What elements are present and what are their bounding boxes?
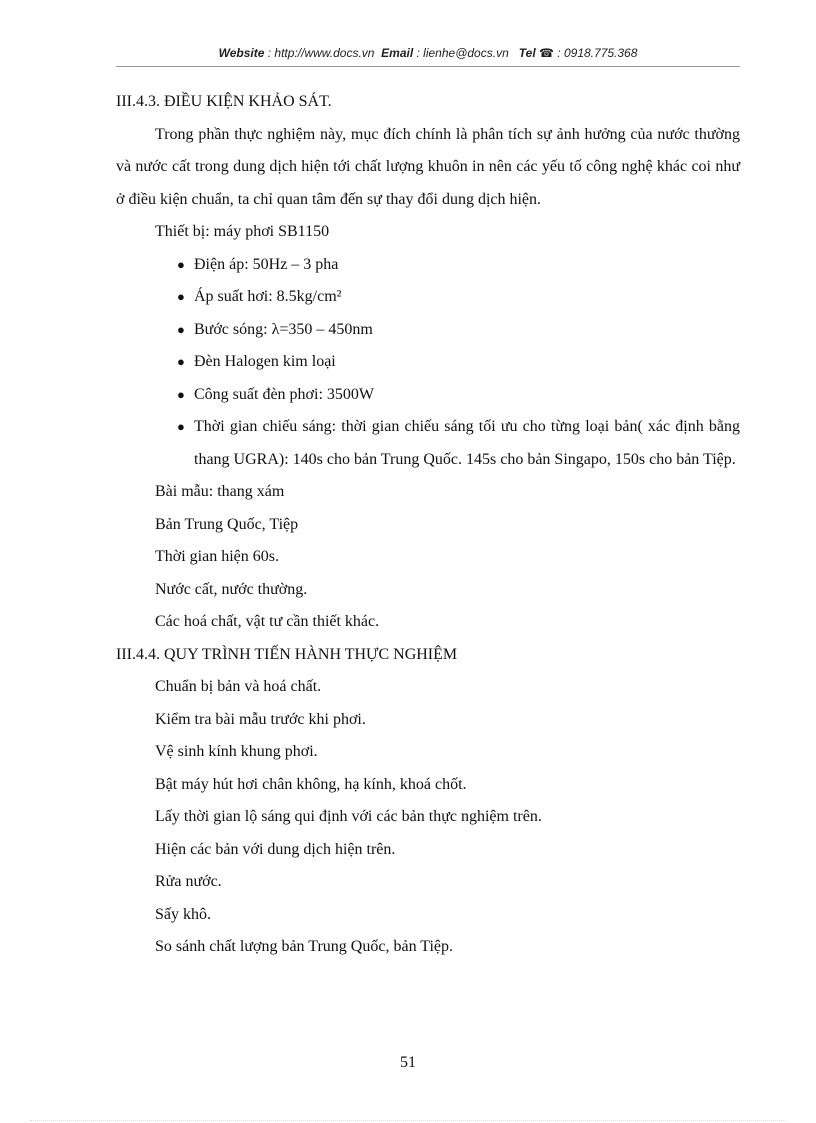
procedure-step: Lấy thời gian lộ sáng qui định với các bản thực nghiệm trên. xyxy=(155,808,542,825)
text-line: Bản Trung Quốc, Tiệp xyxy=(155,515,299,533)
procedure-step: So sánh chất lượng bản Trung Quốc, bản Tiệp. xyxy=(155,938,454,955)
procedure-step: Sấy khô. xyxy=(155,905,211,923)
list-item-text: Áp suất hơi: 8.5kg/cm² xyxy=(194,288,342,305)
list-item-text: Công suất đèn phơi: 3500W xyxy=(194,385,374,403)
text-line: Bài mẫu: thang xám xyxy=(155,483,285,500)
tel-label: Tel xyxy=(518,46,536,60)
page-header xyxy=(116,46,740,60)
email-separator: : xyxy=(413,46,424,60)
list-item xyxy=(166,379,740,412)
text-line: Nước cất, nước thường. xyxy=(155,580,308,598)
bullet-icon: ● xyxy=(177,256,185,272)
procedure-step: Kiểm tra bài mẫu trước khi phơi. xyxy=(155,710,366,728)
document-body xyxy=(116,86,740,964)
footer-divider xyxy=(30,1120,786,1121)
list-item xyxy=(166,411,740,476)
procedure-step: Bật máy hút hơi chân không, hạ kính, khoá chốt. xyxy=(155,775,467,793)
list-item xyxy=(166,346,740,379)
list-item-text: Đèn Halogen kim loại xyxy=(194,353,336,370)
list-item-text: Bước sóng: λ=350 – 450nm xyxy=(194,320,373,338)
procedure-step: Vệ sinh kính khung phơi. xyxy=(155,743,318,760)
list-item xyxy=(166,249,740,282)
email-label: Email xyxy=(381,46,414,60)
text-line: Các hoá chất, vật tư cần thiết khác. xyxy=(155,613,380,630)
bullet-icon: ● xyxy=(177,386,185,402)
bullet-icon: ● xyxy=(177,354,185,369)
website-separator: : xyxy=(264,46,275,60)
header-divider xyxy=(116,66,740,67)
procedure-step: Chuẩn bị bản và hoá chất. xyxy=(155,678,322,695)
bullet-icon: ● xyxy=(177,321,185,337)
section-heading-procedure: III.4.4. QUY TRÌNH TIẾN HÀNH THỰC NGHIỆM xyxy=(116,645,458,663)
email-value: lienhe@docs.vn xyxy=(423,46,509,60)
list-item-text: Thời gian chiếu sáng: thời gian chiếu sáng tối ưu cho từng loại bản( xác định bằng thang UGRA): 140s cho bản Trung Quốc. 145s cho bản Singapo, 150s cho bản Tiệp. xyxy=(194,418,740,468)
intro-paragraph: Trong phần thực nghiệm này, mục đích chính là phân tích sự ảnh hưởng của nước thường và nước cất trong dung dịch hiện tới chất lượng khuôn in nên các yếu tố công nghệ khác coi như ở điều kiện chuẩn, ta chỉ quan tâm đến sự thay đổi dung dịch hiện. xyxy=(116,125,740,208)
list-item xyxy=(166,314,740,347)
procedure-step: Hiện các bản với dung dịch hiện trên. xyxy=(155,840,396,858)
phone-icon: ☎ xyxy=(539,46,554,60)
bullet-icon: ● xyxy=(177,289,185,304)
device-line: Thiết bị: máy phơi SB1150 xyxy=(155,223,330,240)
website-label: Website xyxy=(218,46,265,60)
tel-value: 0918.775.368 xyxy=(563,46,638,60)
website-url: http://www.docs.vn xyxy=(274,46,375,60)
page-number: 51 xyxy=(400,1054,416,1071)
text-line: Thời gian hiện 60s. xyxy=(155,548,279,565)
list-item xyxy=(166,281,740,314)
bullet-icon: ● xyxy=(177,419,185,434)
device-specs-list xyxy=(116,249,740,477)
procedure-step: Rửa nước. xyxy=(155,873,222,890)
list-item-text: Điện áp: 50Hz – 3 pha xyxy=(194,255,339,273)
tel-separator: : xyxy=(553,46,564,60)
section-heading-conditions: III.4.3. ĐIỀU KIỆN KHẢO SÁT. xyxy=(116,93,332,110)
